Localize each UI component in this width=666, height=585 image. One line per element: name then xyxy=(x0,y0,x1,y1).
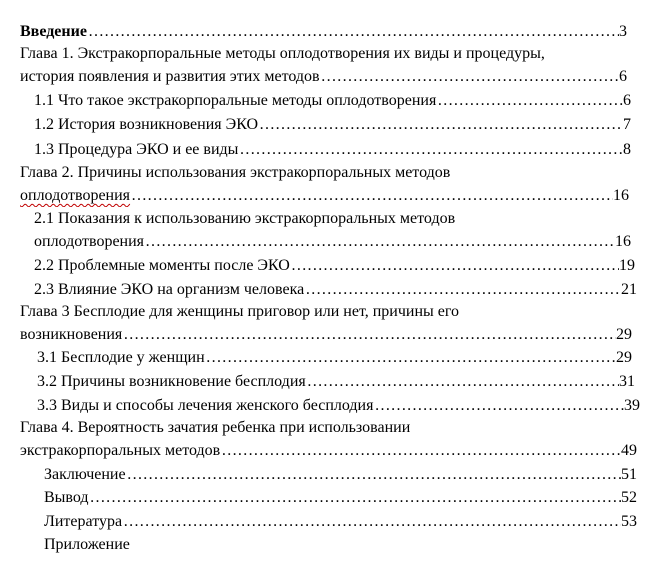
toc-entry-title: 1.1 Что такое экстракорпоральные методы оплодотворения xyxy=(34,92,437,109)
leader-dots xyxy=(144,231,615,253)
toc-entry-chapter-1 xyxy=(20,43,640,65)
leader-dots xyxy=(130,185,613,207)
toc-entry-2-1 xyxy=(34,208,624,230)
toc-entry-1-3 xyxy=(34,139,631,161)
toc-entry-chapter-1-cont xyxy=(20,66,627,88)
toc-entry-chapter-2 xyxy=(20,162,620,184)
leader-dots xyxy=(373,395,624,417)
toc-entry-3-2 xyxy=(37,371,635,393)
toc-entry-title: Введение xyxy=(20,23,87,40)
toc-entry-2-1-cont xyxy=(34,231,631,253)
toc-entry-title: 2.3 Влияние ЭКО на организм человека xyxy=(34,281,305,298)
toc-page-number: 16 xyxy=(615,233,631,250)
toc-page-number: 21 xyxy=(621,281,637,298)
toc-entry-conclusion xyxy=(44,464,637,486)
toc-entry-1-1 xyxy=(34,90,631,112)
toc-page-number: 7 xyxy=(623,116,631,133)
toc-page-number: 53 xyxy=(621,513,637,530)
toc-page-number: 8 xyxy=(623,141,631,158)
toc-entry-title: возникновения xyxy=(20,326,123,343)
toc-page-number: 6 xyxy=(623,92,631,109)
leader-dots xyxy=(290,255,619,277)
toc-page-number: 6 xyxy=(619,68,627,85)
leader-dots xyxy=(220,440,621,462)
toc-entry-title: Приложение xyxy=(44,536,130,553)
leader-dots xyxy=(320,66,619,88)
toc-page-number: 19 xyxy=(619,257,635,274)
leader-dots xyxy=(304,279,621,301)
toc-page-number: 3 xyxy=(619,23,627,40)
toc-entry-title: экстракорпоральных методов xyxy=(20,442,221,459)
toc-page-number: 16 xyxy=(613,187,629,204)
leader-dots xyxy=(238,139,623,161)
toc-page-number: 31 xyxy=(619,373,635,390)
toc-entry-title: 3.2 Причины возникновение бесплодия xyxy=(37,373,306,390)
toc-entry-title: оплодотворения xyxy=(20,187,131,204)
toc-entry-title: Глава 4. Вероятность зачатия ребенка при использовании xyxy=(20,419,411,436)
leader-dots xyxy=(306,371,619,393)
toc-page-number: 52 xyxy=(621,489,637,506)
toc-entry-title: Глава 3 Бесплодие для женщины приговор или нет, причины его xyxy=(20,303,460,320)
toc-entry-chapter-2-cont xyxy=(20,185,629,207)
toc-entry-title: 1.3 Процедура ЭКО и ее виды xyxy=(34,141,239,158)
toc-entry-title: Заключение xyxy=(44,466,126,483)
toc-entry-title: Глава 2. Причины использования экстракорпоральных методов xyxy=(20,164,451,181)
leader-dots xyxy=(126,464,621,486)
toc-entry-3-3 xyxy=(37,395,640,417)
toc-entry-2-2 xyxy=(34,255,635,277)
toc-entry-references xyxy=(44,511,637,533)
toc-entry-3-1 xyxy=(37,347,632,369)
leader-dots xyxy=(89,487,621,509)
leader-dots xyxy=(436,90,623,112)
toc-entry-title: оплодотворения xyxy=(34,233,145,250)
toc-entry-title: 3.1 Бесплодие у женщин xyxy=(37,349,205,366)
toc-entry-title: Глава 1. Экстракорпоральные методы оплодотворения их виды и процедуры, xyxy=(20,45,545,62)
toc-entry-title: 2.1 Показания к использованию экстракорпоральных методов xyxy=(34,210,456,227)
toc-entry-title: история появления и развития этих методов xyxy=(20,68,320,85)
toc-entry-title: 1.2 История возникновения ЭКО xyxy=(34,116,259,133)
toc-page-number: 29 xyxy=(616,326,632,343)
toc-entry-1-2 xyxy=(34,114,631,136)
toc-entry-chapter-4-cont xyxy=(20,440,637,462)
toc-entry-appendix xyxy=(44,534,344,556)
toc-entry-2-3 xyxy=(34,279,637,301)
toc-entry-title: Вывод xyxy=(44,489,89,506)
toc-entry-introduction xyxy=(20,21,627,43)
toc-entry-title: 2.2 Проблемные моменты после ЭКО xyxy=(34,257,290,274)
toc-entry-chapter-3 xyxy=(20,301,620,323)
toc-entry-chapter-3-cont xyxy=(20,324,632,346)
toc-page-number: 51 xyxy=(621,466,637,483)
leader-dots xyxy=(87,21,619,43)
toc-entry-summary xyxy=(44,487,637,509)
toc-page-number: 39 xyxy=(624,397,640,414)
toc-page-number: 29 xyxy=(616,349,632,366)
leader-dots xyxy=(205,347,616,369)
toc-entry-title: Литература xyxy=(44,513,123,530)
leader-dots xyxy=(258,114,623,136)
toc-page-number: 49 xyxy=(621,442,637,459)
toc-entry-title: 3.3 Виды и способы лечения женского бесплодия xyxy=(37,397,374,414)
leader-dots xyxy=(122,511,621,533)
leader-dots xyxy=(122,324,616,346)
toc-entry-chapter-4 xyxy=(20,417,620,439)
